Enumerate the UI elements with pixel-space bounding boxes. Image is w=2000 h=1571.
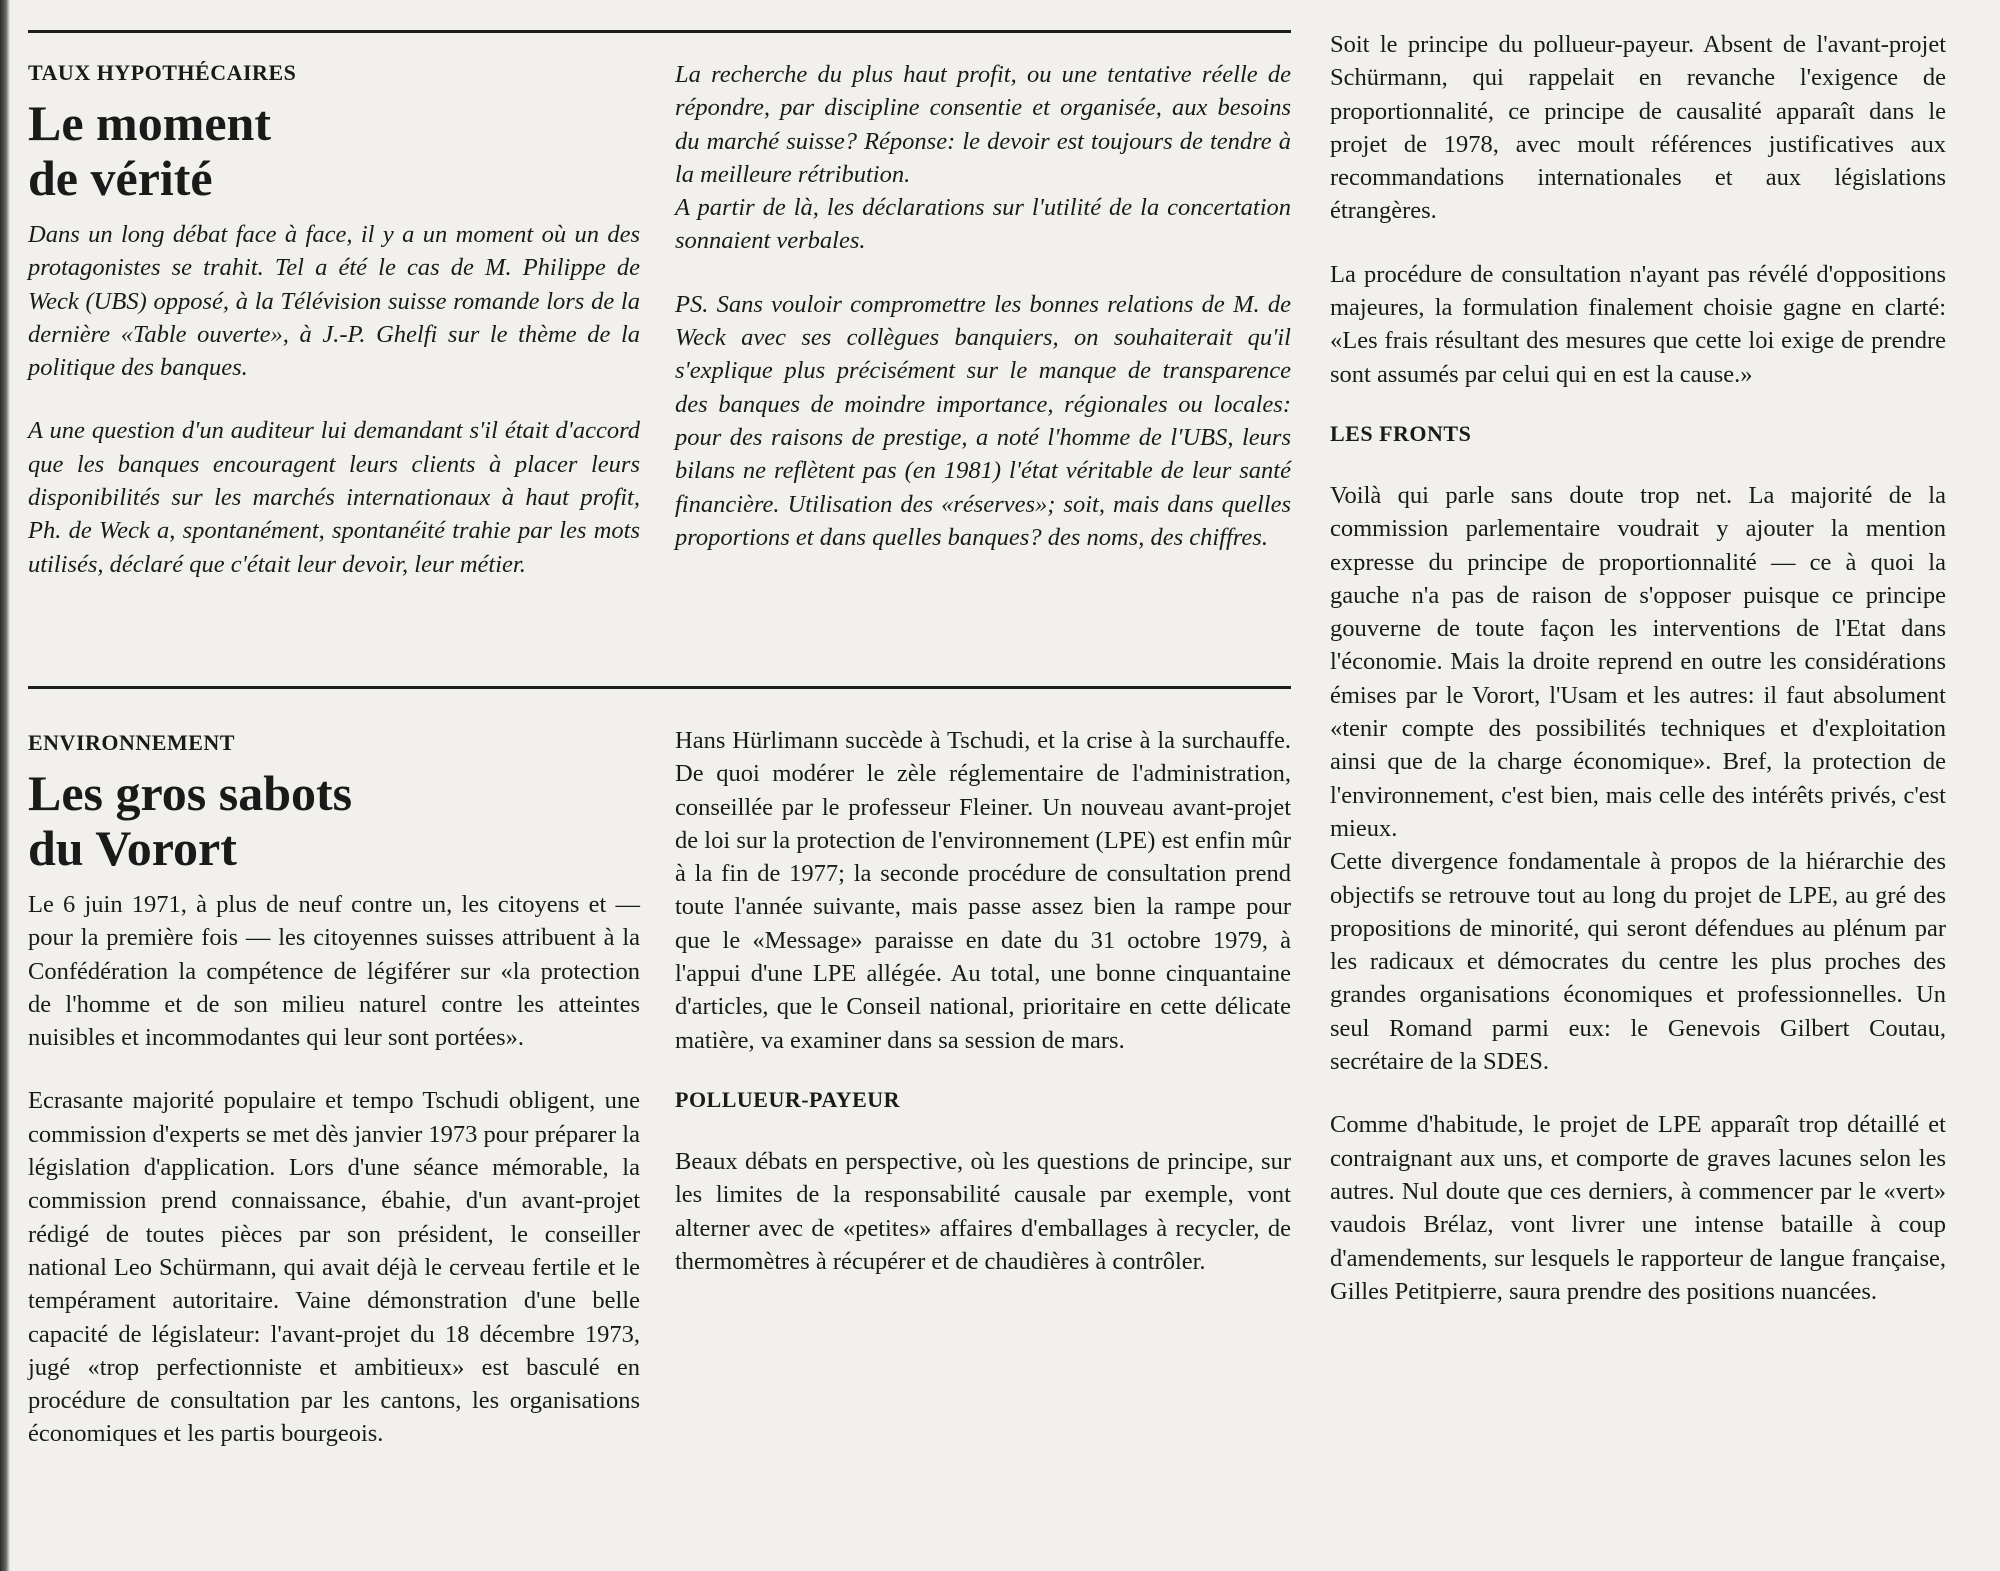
article2-paragraph-6: La procédure de consultation n'ayant pas révélé d'oppositions majeures, la formulation finalement choisie gagne en clarté: «Les frais résultant des mesures que cette loi exige de prendre sont assumés par celui qui en est la cause.» (1330, 260, 1946, 388)
article1-kicker: TAUX HYPOTHÉCAIRES (28, 60, 297, 85)
article1-column-2 (675, 58, 1291, 554)
article2-subheading-pollueur-payeur: POLLUEUR-PAYEUR (675, 1086, 901, 1112)
article1-column-1 (28, 60, 640, 581)
article2-headline-line1: Les gros sabots (28, 765, 353, 821)
article1-headline-line1: Le moment (28, 95, 271, 151)
page-binding-shadow (0, 0, 10, 1571)
article1-paragraph-2: A une question d'un auditeur lui demandant s'il était d'accord que les banques encouragent leurs clients à placer leurs disponibilités sur les marchés internationaux à haut profit, Ph. de Weck a, spontanément, spontanéité trahie par les mots utilisés, déclaré que c'était leur devoir, leur métier. (28, 417, 640, 578)
article2-column-2 (675, 724, 1291, 1278)
article1-paragraph-5: PS. Sans vouloir compromettre les bonnes relations de M. de Weck avec ses collègues banquiers, on souhaiterait qu'il s'explique plus précisément sur le manque de transparence des banques de moindre importance, régionales ou locales: pour des raisons de prestige, a noté l'homme de l'UBS, leurs bilans ne reflètent pas (en 1981) l'état véritable de leur santé financière. Utilisation des «réserves»; soit, mais dans quelles proportions et dans quelles banques? des noms, des chiffres. (675, 290, 1291, 551)
article2-paragraph-7: Voilà qui parle sans doute trop net. La majorité de la commission parlementaire voudrait y ajouter la mention expresse du principe de proportionnalité — ce à quoi la gauche n'a pas de raison de s'opposer puisque ce principe gouverne de toute façon les interventions de l'Etat dans l'économie. Mais la droite reprend en outre les considérations émises par le Vorort, l'Usam et les autres: il faut absolument «tenir compte des possibilités techniques et d'exploitation ainsi que de la charge économique». Bref, la protection de l'environnement, c'est bien, mais celle des intérêts privés, c'est mieux. (1330, 481, 1946, 842)
article1-paragraph-3: La recherche du plus haut profit, ou une tentative réelle de répondre, par discipline consentie et organisée, aux besoins du marché suisse? Réponse: le devoir est toujours de tendre à la meilleure rétribution. (675, 61, 1291, 188)
article1-paragraph-4: A partir de là, les déclarations sur l'utilité de la concertation sonnaient verbales. (675, 194, 1291, 255)
article2-paragraph-5: Soit le principe du pollueur-payeur. Absent de l'avant-projet Schürmann, qui rappelait en revanche l'exigence de proportionnalité, ce principe de causalité apparaît dans le projet de 1978, avec moult références justificatives aux recommandations internationales et aux législations étrangères. (1330, 31, 1946, 225)
article2-column-1 (28, 730, 640, 1451)
article2-paragraph-8: Cette divergence fondamentale à propos de la hiérarchie des objectifs se retrouve tout au long du projet de LPE, au gré des propositions de minorité, qui seront défendues au plénum par les radicaux et démocrates du centre les plus proches des grandes organisations économiques et professionnelles. Un seul Romand parmi eux: le Genevois Gilbert Coutau, secrétaire de la SDES. (1330, 848, 1946, 1076)
article2-kicker: ENVIRONNEMENT (28, 730, 235, 755)
article2-paragraph-1: Le 6 juin 1971, à plus de neuf contre un, les citoyens et — pour la première fois — les citoyennes suisses attribuent à la Confédération la compétence de légiférer sur «la protection de l'homme et de son milieu naturel contre les atteintes nuisibles et incommodantes qui leur sont portées». (28, 891, 640, 1052)
article2-headline (28, 766, 640, 876)
article2-headline-line2: du Vorort (28, 820, 237, 876)
middle-rule (28, 686, 1291, 689)
article2-subheading-les-fronts: LES FRONTS (1330, 420, 1472, 446)
article1-paragraph-1: Dans un long débat face à face, il y a un moment où un des protagonistes se trahit. Tel a été le cas de M. Philippe de Weck (UBS) opposé, à la Télévision suisse romande lors de la dernière «Table ouverte», à J.-P. Ghelfi sur le thème de la politique des banques. (28, 221, 640, 382)
article2-paragraph-4: Beaux débats en perspective, où les questions de principe, sur les limites de la responsabilité causale par exemple, vont alterner avec de «petites» affaires d'emballages à recycler, de thermomètres à récupérer et de chaudières à contrôler. (675, 1147, 1291, 1275)
article2-paragraph-3: Hans Hürlimann succède à Tschudi, et la crise à la surchauffe. De quoi modérer le zèle réglementaire de l'administration, conseillée par le professeur Fleiner. Un nouveau avant-projet de loi sur la protection de l'environnement (LPE) est enfin mûr à la fin de 1977; la seconde procédure de consultation prend toute l'année suivante, mais passe assez bien la rampe pour que le «Message» paraisse en date du 31 octobre 1979, à l'appui d'une LPE allégée. Au total, une bonne cinquantaine d'articles, que le Conseil national, prioritaire en cette délicate matière, va examiner dans sa session de mars. (675, 727, 1291, 1054)
article2-paragraph-9: Comme d'habitude, le projet de LPE apparaît trop détaillé et contraignant aux uns, et comporte de graves lacunes selon les autres. Nul doute que ces derniers, à commencer par le «vert» vaudois Brélaz, vont livrer une intense bataille à coup d'amendements, sur lesquels le rapporteur de langue française, Gilles Petitpierre, saura prendre des positions nuancées. (1330, 1111, 1946, 1305)
article2-paragraph-2: Ecrasante majorité populaire et tempo Tschudi obligent, une commission d'experts se met dès janvier 1973 pour préparer la législation d'application. Lors d'une séance mémorable, la commission prend connaissance, ébahie, d'un avant-projet rédigé de toutes pièces par son président, le conseiller national Leo Schürmann, qui avait déjà le cerveau fertile et le tempérament autoritaire. Vaine démonstration d'une belle capacité de législateur: l'avant-projet du 18 décembre 1973, jugé «trop perfectionniste et ambitieux» est basculé en procédure de consultation par les cantons, les organisations économiques et les partis bourgeois. (28, 1087, 640, 1448)
article2-column-3 (1330, 28, 1946, 1308)
article1-headline (28, 96, 640, 206)
article1-headline-line2: de vérité (28, 150, 213, 206)
top-rule (28, 30, 1291, 33)
